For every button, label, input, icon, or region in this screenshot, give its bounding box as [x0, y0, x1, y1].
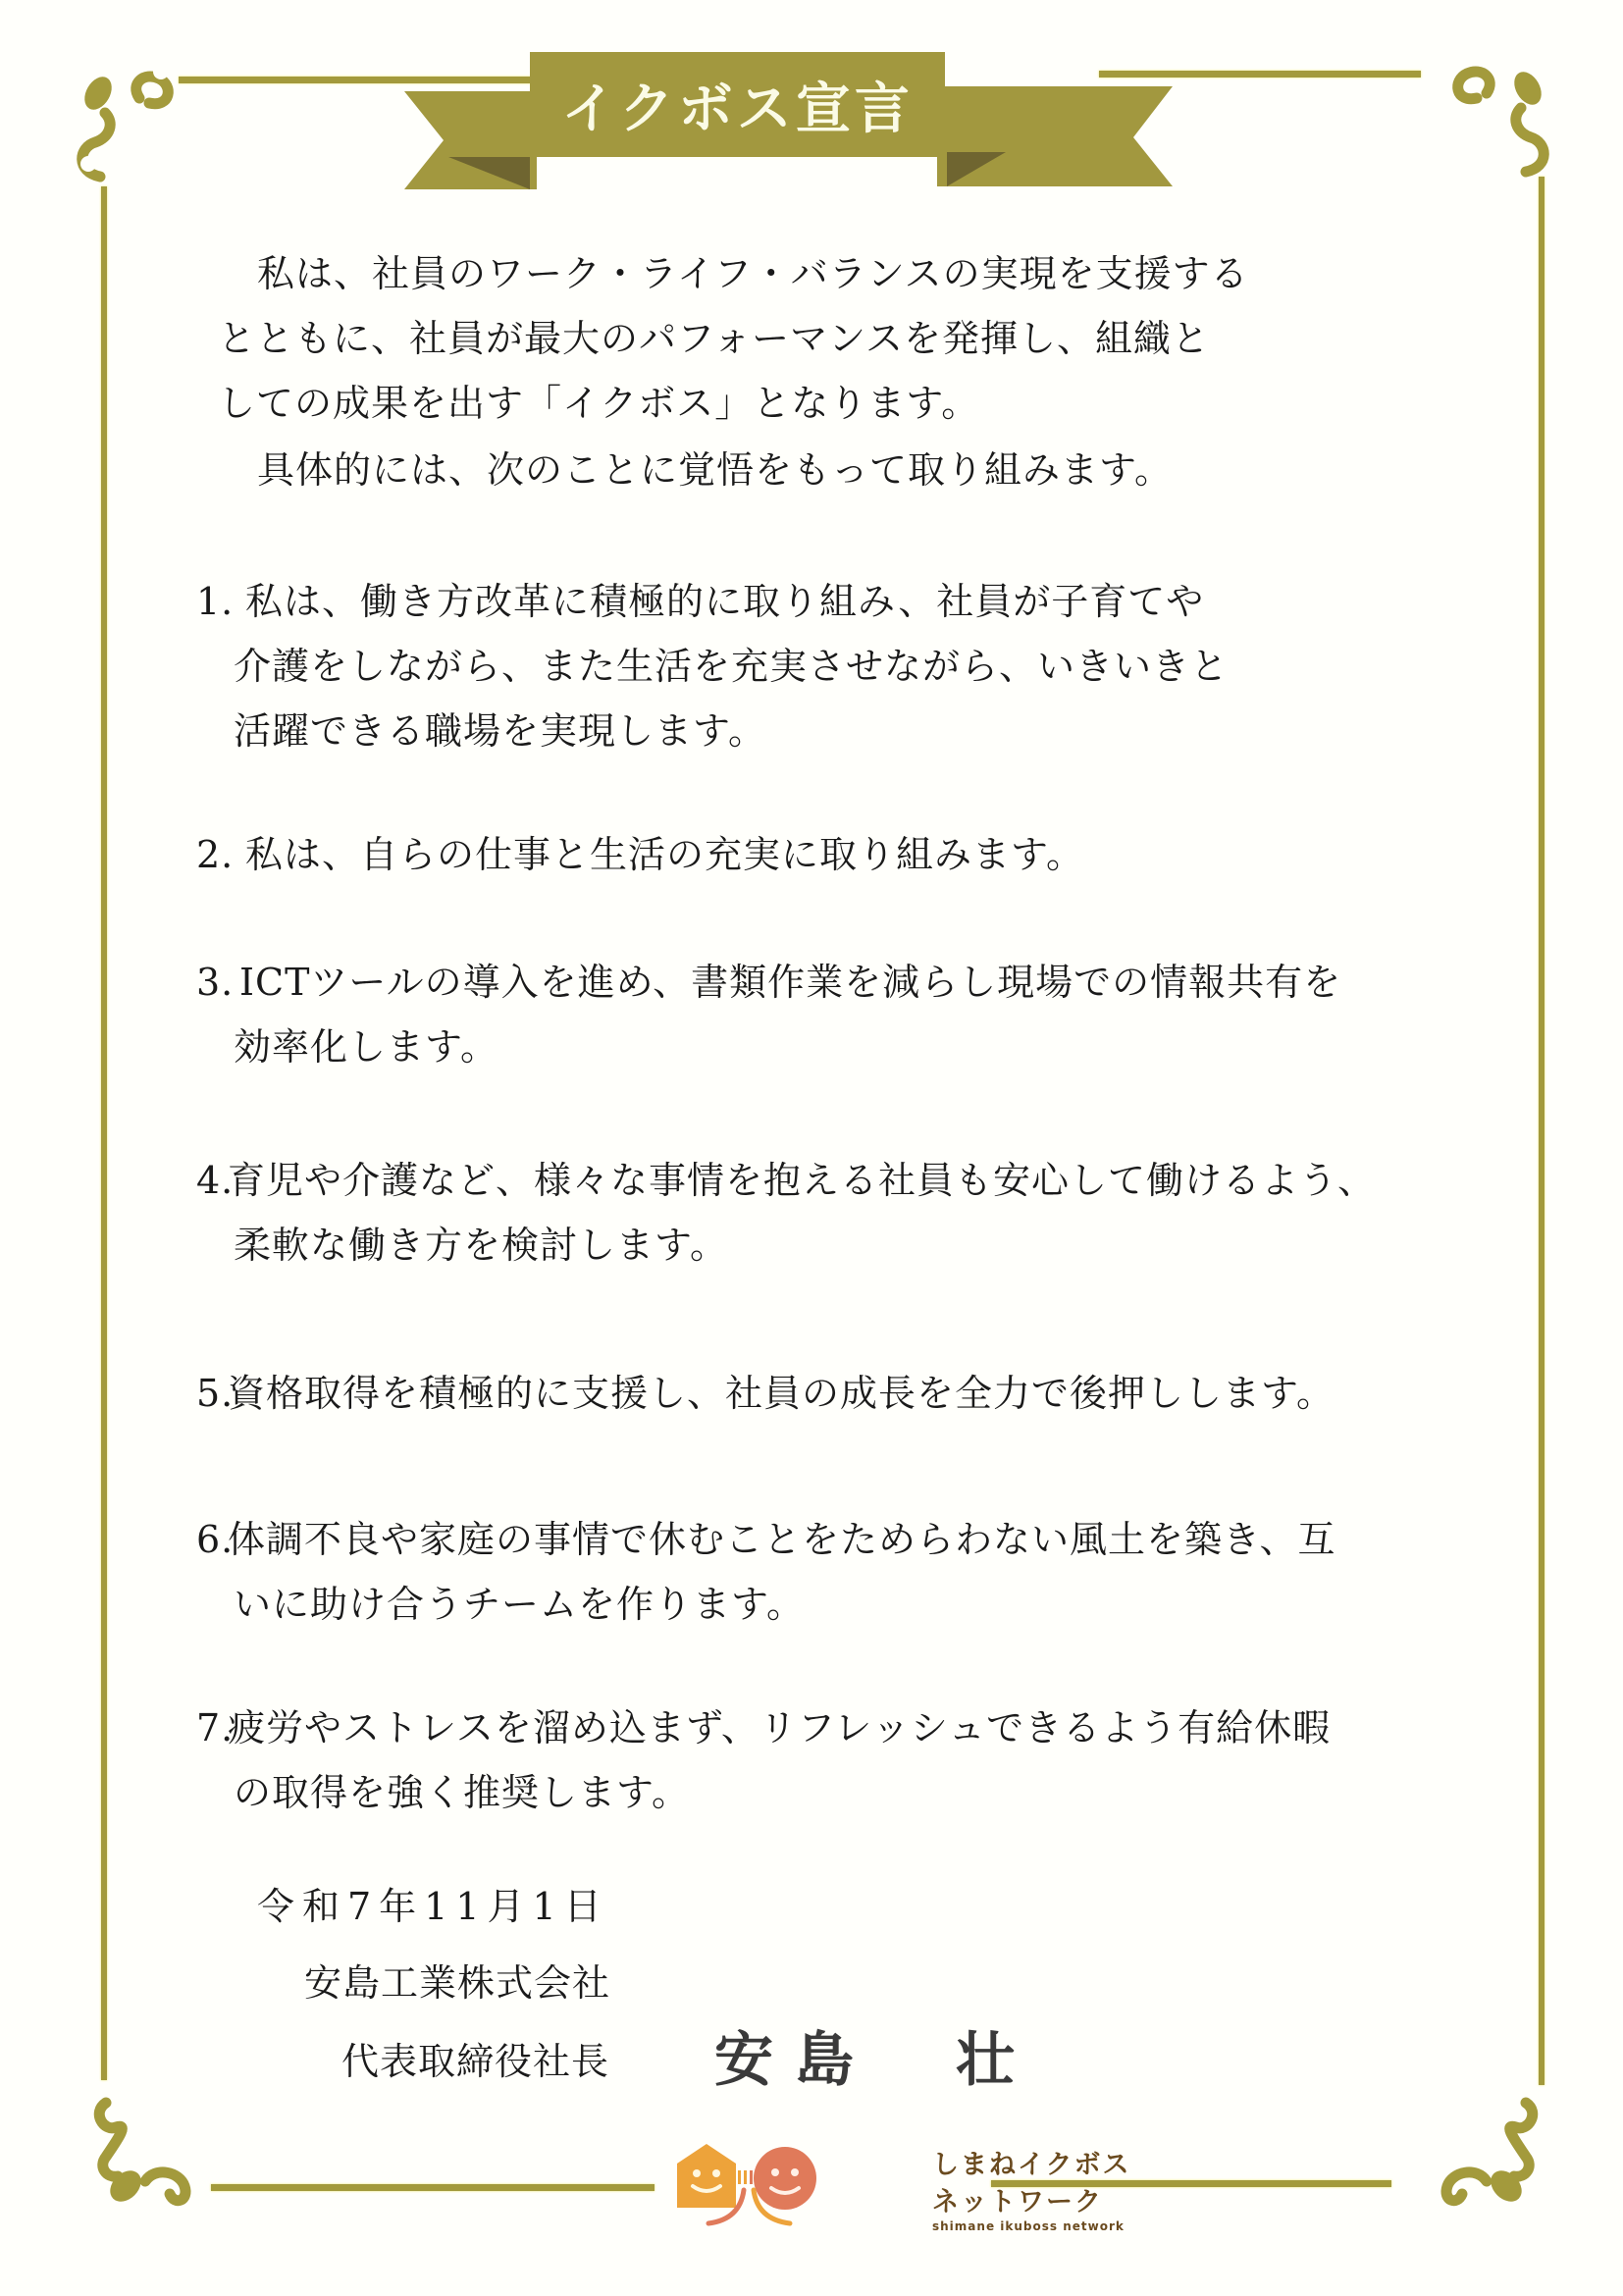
corner-ornament-bottom-left-icon: [86, 2088, 214, 2216]
corner-ornament-bottom-right-icon: [1418, 2088, 1545, 2216]
intro-lead: 具体的には、次のことに覚悟をもって取り組みます。: [257, 448, 1173, 492]
logo-text-line2: ネットワーク: [932, 2187, 1103, 2218]
item-text: 効率化します。: [234, 1025, 498, 1069]
declaration-date: 令和7年11月1日: [257, 1885, 609, 1928]
item-text: 私は、自らの仕事と生活の充実に取り組みます。: [245, 833, 1084, 876]
item-text: 資格取得を積極的に支援し、社員の成長を全力で後押しします。: [228, 1372, 1335, 1415]
item-number: 3.: [196, 961, 235, 1004]
item-number: 6.: [196, 1518, 235, 1561]
item-number: 4.: [196, 1159, 235, 1202]
list-item-1: [196, 569, 1229, 763]
item-text: 疲労やストレスを溜め込まず、リフレッシュできるよう有給休暇: [228, 1706, 1332, 1749]
item-text: 体調不良や家庭の事情で休むことをためらわない風土を築き、互: [228, 1518, 1336, 1561]
intro-line: しての成果を出す「イクボス」となります。: [218, 382, 980, 425]
list-item-4: [196, 1148, 1376, 1278]
list-item-3: [196, 950, 1341, 1079]
list-item-5: [196, 1361, 1335, 1426]
item-text: いに助け合うチームを作ります。: [234, 1583, 805, 1626]
list-item-2: [196, 822, 1084, 887]
banner-tail-right-icon: [937, 86, 1178, 189]
banner-tail-left-icon: [404, 91, 537, 191]
item-text: ICTツールの導入を進め、書類作業を減らし現場での情報共有を: [239, 961, 1342, 1004]
list-item-7: [196, 1696, 1331, 1825]
logo-text-line3: shimane ikuboss network: [932, 2219, 1125, 2233]
item-text: の取得を強く推奨します。: [234, 1771, 690, 1814]
list-item-6: [196, 1507, 1335, 1637]
intro-line: 私は、社員のワーク・ライフ・バランスの実現を支援する: [257, 252, 1249, 295]
signer-name: 安島 壮: [714, 2026, 1036, 2095]
frame-top-line-left: [179, 77, 538, 83]
banner-main: [530, 52, 945, 157]
corner-ornament-top-right-icon: [1438, 49, 1555, 182]
item-text: 育児や介護など、様々な事情を抱える社員も安心して働けるよう、: [228, 1159, 1377, 1202]
logo-mascot-icon: [667, 2139, 854, 2237]
item-text: 介護をしながら、また生活を充実させながら、いきいきと: [234, 645, 1230, 688]
shimane-ikuboss-network-logo: [667, 2129, 1131, 2237]
company-name: 安島工業株式会社: [304, 1961, 611, 2005]
frame-bottom-line-left: [211, 2184, 654, 2191]
frame-left-line: [101, 186, 107, 2080]
signer-position: 代表取締役社長: [341, 2040, 610, 2083]
corner-ornament-top-left-icon: [71, 54, 188, 186]
intro-line: とともに、社員が最大のパフォーマンスを発揮し、組織と: [218, 317, 1210, 360]
frame-top-line-right: [1099, 71, 1421, 78]
item-text: 活躍できる職場を実現します。: [234, 709, 766, 753]
item-number: 5.: [196, 1372, 235, 1415]
item-number: 2.: [196, 833, 235, 876]
logo-text-line1: しまねイクボス: [932, 2150, 1131, 2180]
item-text: 柔軟な働き方を検討します。: [234, 1224, 728, 1267]
item-number: 1.: [196, 580, 235, 623]
item-number: 7.: [196, 1706, 235, 1749]
frame-right-line: [1539, 177, 1544, 2085]
page-title: イクボス宣言: [561, 77, 914, 141]
item-text: 私は、働き方改革に積極的に取り組み、社員が子育てや: [245, 580, 1205, 623]
